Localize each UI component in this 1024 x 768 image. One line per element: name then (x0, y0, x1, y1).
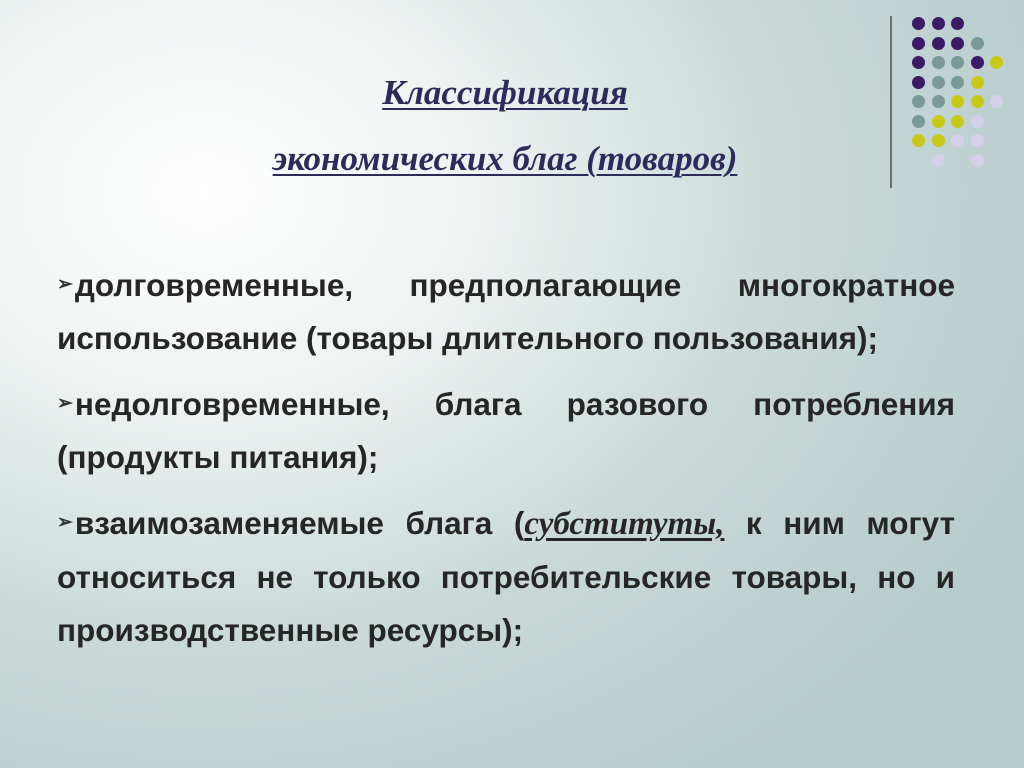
bullet-text: долговременные, предполагающие многократное использование (товары длительного пользования); (57, 267, 955, 356)
decorative-dot (912, 37, 925, 50)
decorative-dot (932, 76, 945, 89)
decorative-dot (932, 17, 945, 30)
decorative-dot (951, 56, 964, 69)
bullet-item-durable (57, 258, 955, 365)
bullet-text: взаимозаменяемые блага ( (74, 505, 525, 541)
decorative-dot (971, 115, 984, 128)
arrow-bullet-icon: ➢ (57, 512, 73, 533)
bullet-list (57, 258, 955, 657)
decorative-dot (951, 76, 964, 89)
decorative-dot (971, 154, 984, 167)
decorative-dot (951, 95, 964, 108)
bullet-text: недолговременные, блага разового потребления (продукты питания); (57, 386, 955, 475)
arrow-bullet-icon: ➢ (57, 393, 73, 414)
decorative-dot (932, 154, 945, 167)
decorative-dot (951, 37, 964, 50)
decorative-dot (932, 95, 945, 108)
decorative-dot (932, 56, 945, 69)
decorative-dot (951, 134, 964, 147)
decorative-dot (932, 37, 945, 50)
title-line-1: Классификация (382, 73, 628, 112)
decorative-dot (912, 115, 925, 128)
term-substitutes: субституты, (524, 506, 725, 542)
decorative-dot (912, 56, 925, 69)
decorative-dot (912, 134, 925, 147)
decorative-dot (912, 17, 925, 30)
decorative-dot (971, 76, 984, 89)
decorative-dot (971, 37, 984, 50)
decorative-dot (971, 134, 984, 147)
bullet-text: к ним могут относиться не только потребительские товары, но и производственные ресурсы); (57, 505, 955, 648)
decorative-dot (971, 95, 984, 108)
decorative-dot (951, 115, 964, 128)
decorative-dot (990, 56, 1003, 69)
bullet-item-nondurable (57, 377, 955, 484)
bullet-item-substitutes (57, 496, 955, 657)
decorative-dot-grid (0, 0, 1024, 200)
title-line-2: экономических благ (товаров) (272, 139, 738, 178)
decorative-dot (932, 134, 945, 147)
decorative-dot (990, 95, 1003, 108)
decorative-dot (912, 76, 925, 89)
decorative-dot (971, 56, 984, 69)
decorative-dot (912, 95, 925, 108)
arrow-bullet-icon: ➢ (57, 274, 73, 295)
decorative-dot (932, 115, 945, 128)
decorative-dot (951, 17, 964, 30)
